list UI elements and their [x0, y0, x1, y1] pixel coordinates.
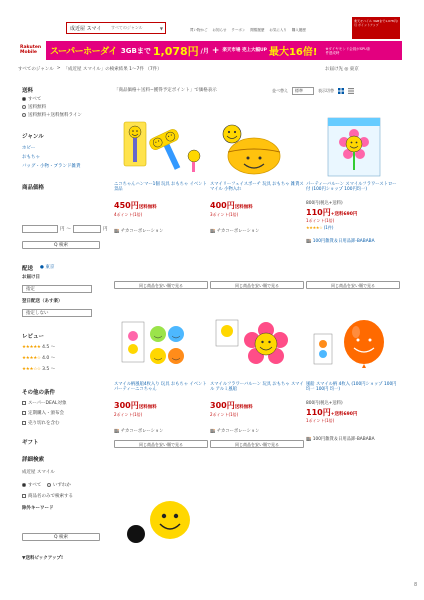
shop-name[interactable]: 🏬 チカコーポレーション: [210, 429, 260, 434]
shop-icon: 🏬: [114, 429, 120, 434]
product-card[interactable]: [306, 116, 402, 296]
product-image-foil-flower[interactable]: [210, 316, 306, 376]
review-heading: レビュー: [22, 334, 45, 340]
ship-date-select[interactable]: 指定しない: [22, 309, 92, 317]
shipping-option-all[interactable]: すべて: [22, 96, 41, 102]
product-image-orange-balloon[interactable]: [306, 316, 402, 376]
genre-item[interactable]: バッグ・小物・ブランド雑貨: [22, 164, 81, 169]
shop-name[interactable]: 🏬 100円雑貨＆日用品卸-BABABA: [306, 437, 375, 442]
radio-icon[interactable]: [47, 483, 51, 487]
delivery-date-select[interactable]: 指定: [22, 285, 92, 293]
checkbox-icon: [22, 401, 26, 405]
gift-heading[interactable]: ギフト: [22, 440, 39, 446]
banner-per: /月: [200, 48, 209, 55]
sort-label: 並べ替え: [272, 88, 288, 93]
star-icon: ★★★★★: [22, 345, 41, 350]
review-filter-45[interactable]: ★★★★★ 4.5 〜: [22, 345, 56, 350]
header-link[interactable]: お知らせ: [212, 28, 227, 32]
search-input[interactable]: 成近屋 スマイ: [70, 25, 102, 32]
product-price: 110円+送料690円: [306, 208, 358, 217]
product-points: 1ポイント(1倍): [306, 218, 335, 223]
review-filter-35[interactable]: ★★★☆☆ 3.5 〜: [22, 367, 56, 372]
header-link[interactable]: 閲覧履歴: [250, 28, 265, 32]
banner-note: ※ダイヤモンド会員がSPU条件達成時: [325, 46, 371, 55]
shipping-fee: +送料690円: [330, 212, 358, 217]
product-title[interactable]: パーティーバルーン スマイルフラワーストロー付 (100円ショップ 100円均一): [306, 182, 397, 193]
result-count: 「成近屋 スマイル」の検索結果 1〜7件 （7件）: [63, 67, 162, 72]
product-rating[interactable]: ★★★★☆ (1件): [306, 225, 334, 230]
star-icon: ★★★★☆: [306, 225, 323, 230]
star-icon: ★★★★☆: [22, 356, 41, 361]
genre-item[interactable]: ホビー: [22, 146, 36, 151]
banner-price: 1,078円: [152, 44, 199, 58]
banner-plus: +: [211, 45, 220, 56]
other-option[interactable]: スーパーDEAL対象: [22, 400, 66, 406]
header-links: [190, 28, 306, 33]
product-price: 400円送料無料: [210, 201, 253, 210]
shop-icon: 🏬: [306, 239, 312, 244]
detail-title-only[interactable]: 商品名のみで検索する: [22, 493, 73, 499]
review-filter-40[interactable]: ★★★★☆ 4.0 〜: [22, 356, 56, 361]
list-view-icon[interactable]: [348, 88, 354, 94]
checkbox-icon: [22, 494, 26, 498]
promo-banner[interactable]: [18, 41, 402, 60]
delivery-date-label: お届け日: [22, 275, 40, 280]
chevron-down-icon: ▼: [159, 25, 163, 31]
product-image-smile-balloons[interactable]: [114, 316, 210, 376]
price-search-button[interactable]: Q 検索: [22, 241, 100, 249]
price-heading: 商品価格: [22, 185, 45, 191]
shipping-option-free-line[interactable]: 送料無料＋送料無料ライン: [22, 112, 82, 118]
banner-gb: 3GBまで: [120, 46, 151, 55]
page-corner-number: 8: [414, 582, 418, 588]
header-link[interactable]: クーポン: [231, 28, 246, 32]
breadcrumb: [18, 66, 162, 72]
similar-button[interactable]: 同じ商品を安い順で見る: [210, 281, 304, 289]
shop-name[interactable]: 🏬 チカコーポレーション: [114, 229, 164, 234]
ship-date-label: 翌日配送（あす楽）: [22, 299, 63, 304]
product-image-flower-balloon[interactable]: [306, 110, 402, 182]
breadcrumb-sep: >: [56, 66, 61, 71]
radio-icon: [22, 105, 26, 109]
genre-item[interactable]: おもちゃ: [22, 155, 40, 160]
price-range: 円 〜 円: [22, 225, 108, 233]
banner-max: 最大16倍!: [268, 47, 318, 58]
similar-button[interactable]: 同じ商品を安い順で見る: [210, 440, 304, 448]
product-base-price: 800円(税込+送料): [306, 201, 343, 206]
product-image-hammer[interactable]: [114, 116, 210, 176]
header-promo-badge[interactable]: 楽天モバイル 3GBまで1,078円/月 ポイントアップ: [352, 17, 400, 39]
price-max-input[interactable]: [73, 225, 101, 233]
similar-button[interactable]: 同じ商品を安い順で見る: [114, 281, 208, 289]
other-option[interactable]: 売り切れを含む: [22, 420, 60, 426]
product-card[interactable]: [114, 492, 210, 552]
shop-name[interactable]: 🏬 100円雑貨＆日用品卸-BABABA: [306, 239, 375, 244]
delivery-heading: 配送: [22, 266, 34, 272]
shop-icon: 🏬: [306, 437, 312, 442]
product-image-smiley-badge[interactable]: [114, 492, 210, 552]
product-points: 1ポイント(1倍): [306, 418, 335, 423]
shop-name[interactable]: 🏬 チカコーポレーション: [114, 429, 164, 434]
exclude-label: 除外キーワード: [22, 506, 54, 511]
shipping-badge: 送料無料: [234, 205, 253, 210]
other-heading: その他の条件: [22, 390, 56, 396]
product-title[interactable]: スマイルフラワーバルーン 玩具 おもちゃ スマイル アルミ風船: [210, 382, 304, 393]
shop-icon: 🏬: [210, 429, 216, 434]
star-icon: ★★★☆☆: [22, 367, 41, 372]
product-title[interactable]: スマイル柄風船4枚入り 玩具 おもちゃ イベント パーティーニコちゃん: [114, 382, 207, 393]
detail-query-input[interactable]: 成近屋 スマイル: [22, 470, 55, 475]
similar-button[interactable]: 同じ商品を安い順で見る: [114, 440, 208, 448]
detail-heading: 詳細検索: [22, 457, 45, 463]
shipping-fee: +送料690円: [330, 412, 358, 417]
header-link[interactable]: 買い物かご: [190, 28, 208, 32]
shop-icon: 🏬: [210, 229, 216, 234]
product-image-pouch[interactable]: [210, 116, 306, 176]
product-points: 4ポイント(1倍): [114, 212, 143, 217]
shipping-option-free[interactable]: 送料無料: [22, 104, 46, 110]
product-card[interactable]: [210, 316, 306, 447]
product-points: 2ポイント(1倍): [114, 412, 143, 417]
radio-icon: [22, 97, 26, 101]
product-points: 2ポイント(1倍): [210, 412, 239, 417]
product-price: 300円送料無料: [114, 401, 157, 410]
product-price: 300円送料無料: [210, 401, 253, 410]
shipping-badge: 送料無料: [138, 405, 157, 410]
sort-select[interactable]: 標準: [292, 87, 314, 95]
delivery-location[interactable]: お届け先 ◎ 東京: [325, 67, 359, 72]
shop-icon: 🏬: [114, 229, 120, 234]
banner-title: スーパーホーダイ: [50, 47, 117, 57]
view-label: 表示切替: [318, 88, 334, 93]
product-title[interactable]: ニコちゃんハンマー1個 玩具 おもちゃ イベント 景品: [114, 182, 207, 193]
rakuten-mobile-logo: Rakuten Mobile: [18, 41, 46, 60]
other-option[interactable]: 定期購入・頒布会: [22, 410, 64, 416]
detail-search-button[interactable]: Q 検索: [22, 533, 100, 541]
radio-icon: [22, 113, 26, 117]
header-link[interactable]: 購入履歴: [291, 28, 306, 32]
product-card[interactable]: [306, 316, 402, 456]
grid-view-icon[interactable]: [338, 88, 344, 94]
similar-button[interactable]: 同じ商品を安い順で見る: [306, 281, 400, 289]
radio-icon[interactable]: [22, 483, 26, 487]
search-box[interactable]: [66, 22, 166, 34]
shop-name[interactable]: 🏬 チカコーポレーション: [210, 229, 260, 234]
product-card[interactable]: [114, 116, 210, 296]
product-price: 110円+送料690円: [306, 408, 358, 417]
pickup-link[interactable]: ▼送料ピックアップ!: [22, 556, 64, 561]
shipping-badge: 送料無料: [234, 405, 253, 410]
detail-match-mode: すべて いずれか: [22, 482, 71, 488]
delivery-sub[interactable]: ● 東京: [40, 265, 55, 270]
sort-controls: [272, 87, 354, 95]
product-base-price: 800円(税込+送料): [306, 401, 343, 406]
product-card[interactable]: [114, 316, 210, 447]
shipping-badge: 送料無料: [138, 205, 157, 210]
product-title[interactable]: 風船 スマイル柄 4枚入 (100円ショップ 100円均一 100円 均一): [306, 382, 397, 393]
price-display-note: 「商品価格＋送料−獲得予定ポイント」で価格表示: [114, 88, 217, 93]
breadcrumb-root[interactable]: すべてのジャンル: [18, 67, 54, 72]
product-price: 450円送料無料: [114, 201, 157, 210]
price-min-input[interactable]: [22, 225, 58, 233]
product-card[interactable]: [210, 116, 306, 296]
product-title[interactable]: スマイリーフェイスポーチ 玩具 おもちゃ 雑貨スマイル 小物入れ: [210, 182, 304, 193]
banner-ichiba: 楽天市場 売上大幅UP: [222, 48, 267, 53]
checkbox-icon: [22, 411, 26, 415]
product-points: 3ポイント(1倍): [210, 212, 239, 217]
header-link[interactable]: お気に入り: [269, 28, 287, 32]
genre-heading: ジャンル: [22, 134, 44, 140]
search-category-select[interactable]: すべてのジャンル: [111, 25, 143, 30]
shipping-heading: 送料: [22, 88, 34, 94]
checkbox-icon: [22, 421, 26, 425]
